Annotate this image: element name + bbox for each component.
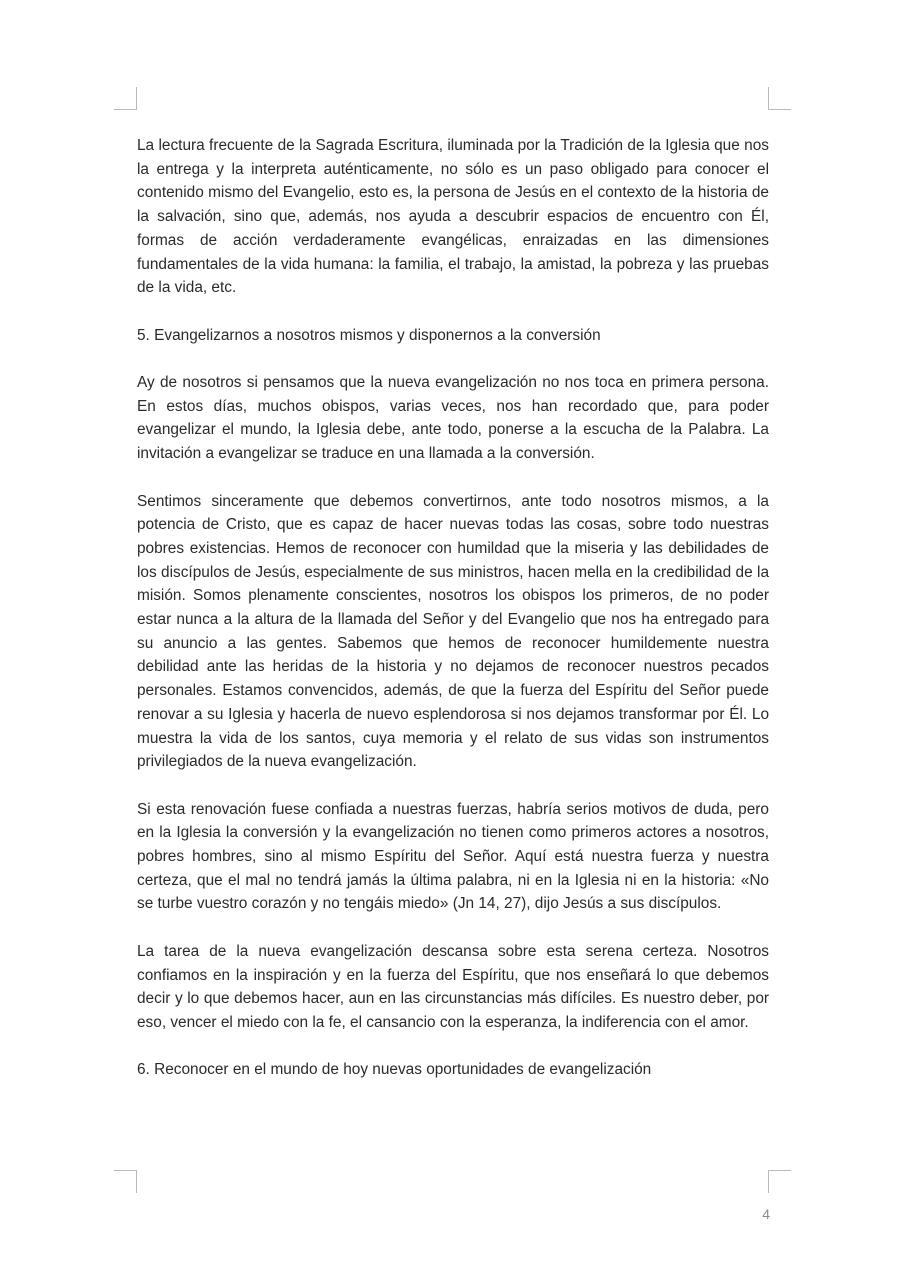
top-left-margin-mark <box>114 87 137 110</box>
section-heading-5: 5. Evangelizarnos a nosotros mismos y disponernos a la conversión <box>137 326 601 344</box>
bottom-right-margin-mark <box>768 1170 791 1193</box>
paragraph-lectura: La lectura frecuente de la Sagrada Escritura, iluminada por la Tradición de la Iglesia que nos la entrega y la interpreta auténticamente, no sólo es un paso obligado para conocer el contenido mismo del Evangelio, esto es, la persona de Jesús en el contexto de la historia de la salvación, sino que, además, nos ayuda a descubrir espacios de encuentro con Él, formas de acción verdaderamente evangélicas, enraizadas en las dimensiones fundamentales de la vida humana: la familia, el trabajo, la amistad, la pobreza y las pruebas de la vida, etc. <box>137 137 769 297</box>
paragraph-ay-de-nosotros: Ay de nosotros si pensamos que la nueva evangelización no nos toca en primera persona. En estos días, muchos obispos, varias veces, nos han recordado que, para poder evangelizar el mundo, la Iglesia debe, ante todo, ponerse a la escucha de la Palabra. La invitación a evangelizar se traduce en una llamada a la conversión. <box>137 374 769 463</box>
paragraph-si-esta-renovacion: Si esta renovación fuese confiada a nuestras fuerzas, habría serios motivos de duda, pero en la Iglesia la conversión y la evangelización no tienen como primeros actores a nosotros, pobres hombres, sino al mismo Espíritu del Señor. Aquí está nuestra fuerza y nuestra certeza, que el mal no tendrá jamás la última palabra, ni en la Iglesia ni en la historia: «No se turbe vuestro corazón y no tengáis miedo» (Jn 14, 27), dijo Jesús a sus discípulos. <box>137 800 769 913</box>
section-heading-6: 6. Reconocer en el mundo de hoy nuevas oportunidades de evangelización <box>137 1061 652 1079</box>
page-number: 4 <box>762 1206 770 1222</box>
paragraph-la-tarea: La tarea de la nueva evangelización descansa sobre esta serena certeza. Nosotros confiamos en la inspiración y en la fuerza del Espíritu, que nos enseñará lo que debemos decir y lo que debemos hacer, aun en las circunstancias más difíciles. Es nuestro deber, por eso, vencer el miedo con la fe, el cansancio con la esperanza, la indiferencia con el amor. <box>137 942 769 1031</box>
document-body <box>137 134 769 1106</box>
bottom-left-margin-mark <box>114 1170 137 1193</box>
top-right-margin-mark <box>768 87 791 110</box>
paragraph-sentimos: Sentimos sinceramente que debemos convertirnos, ante todo nosotros mismos, a la potencia de Cristo, que es capaz de hacer nuevas todas las cosas, sobre todo nuestras pobres existencias. Hemos de reconocer con humildad que la miseria y las debilidades de los discípulos de Jesús, especialmente de sus ministros, hacen mella en la credibilidad de la misión. Somos plenamente conscientes, nosotros los obispos los primeros, de no poder estar nunca a la altura de la llamada del Señor y del Evangelio que nos ha entregado para su anuncio a las gentes. Sabemos que hemos de reconocer humildemente nuestra debilidad ante las heridas de la historia y no dejamos de reconocer nuestros pecados personales. Estamos convencidos, además, de que la fuerza del Espíritu del Señor puede renovar a su Iglesia y hacerla de nuevo esplendorosa si nos dejamos transformar por Él. Lo muestra la vida de los santos, cuya memoria y el relato de sus vidas son instrumentos privilegiados de la nueva evangelización. <box>137 492 769 771</box>
